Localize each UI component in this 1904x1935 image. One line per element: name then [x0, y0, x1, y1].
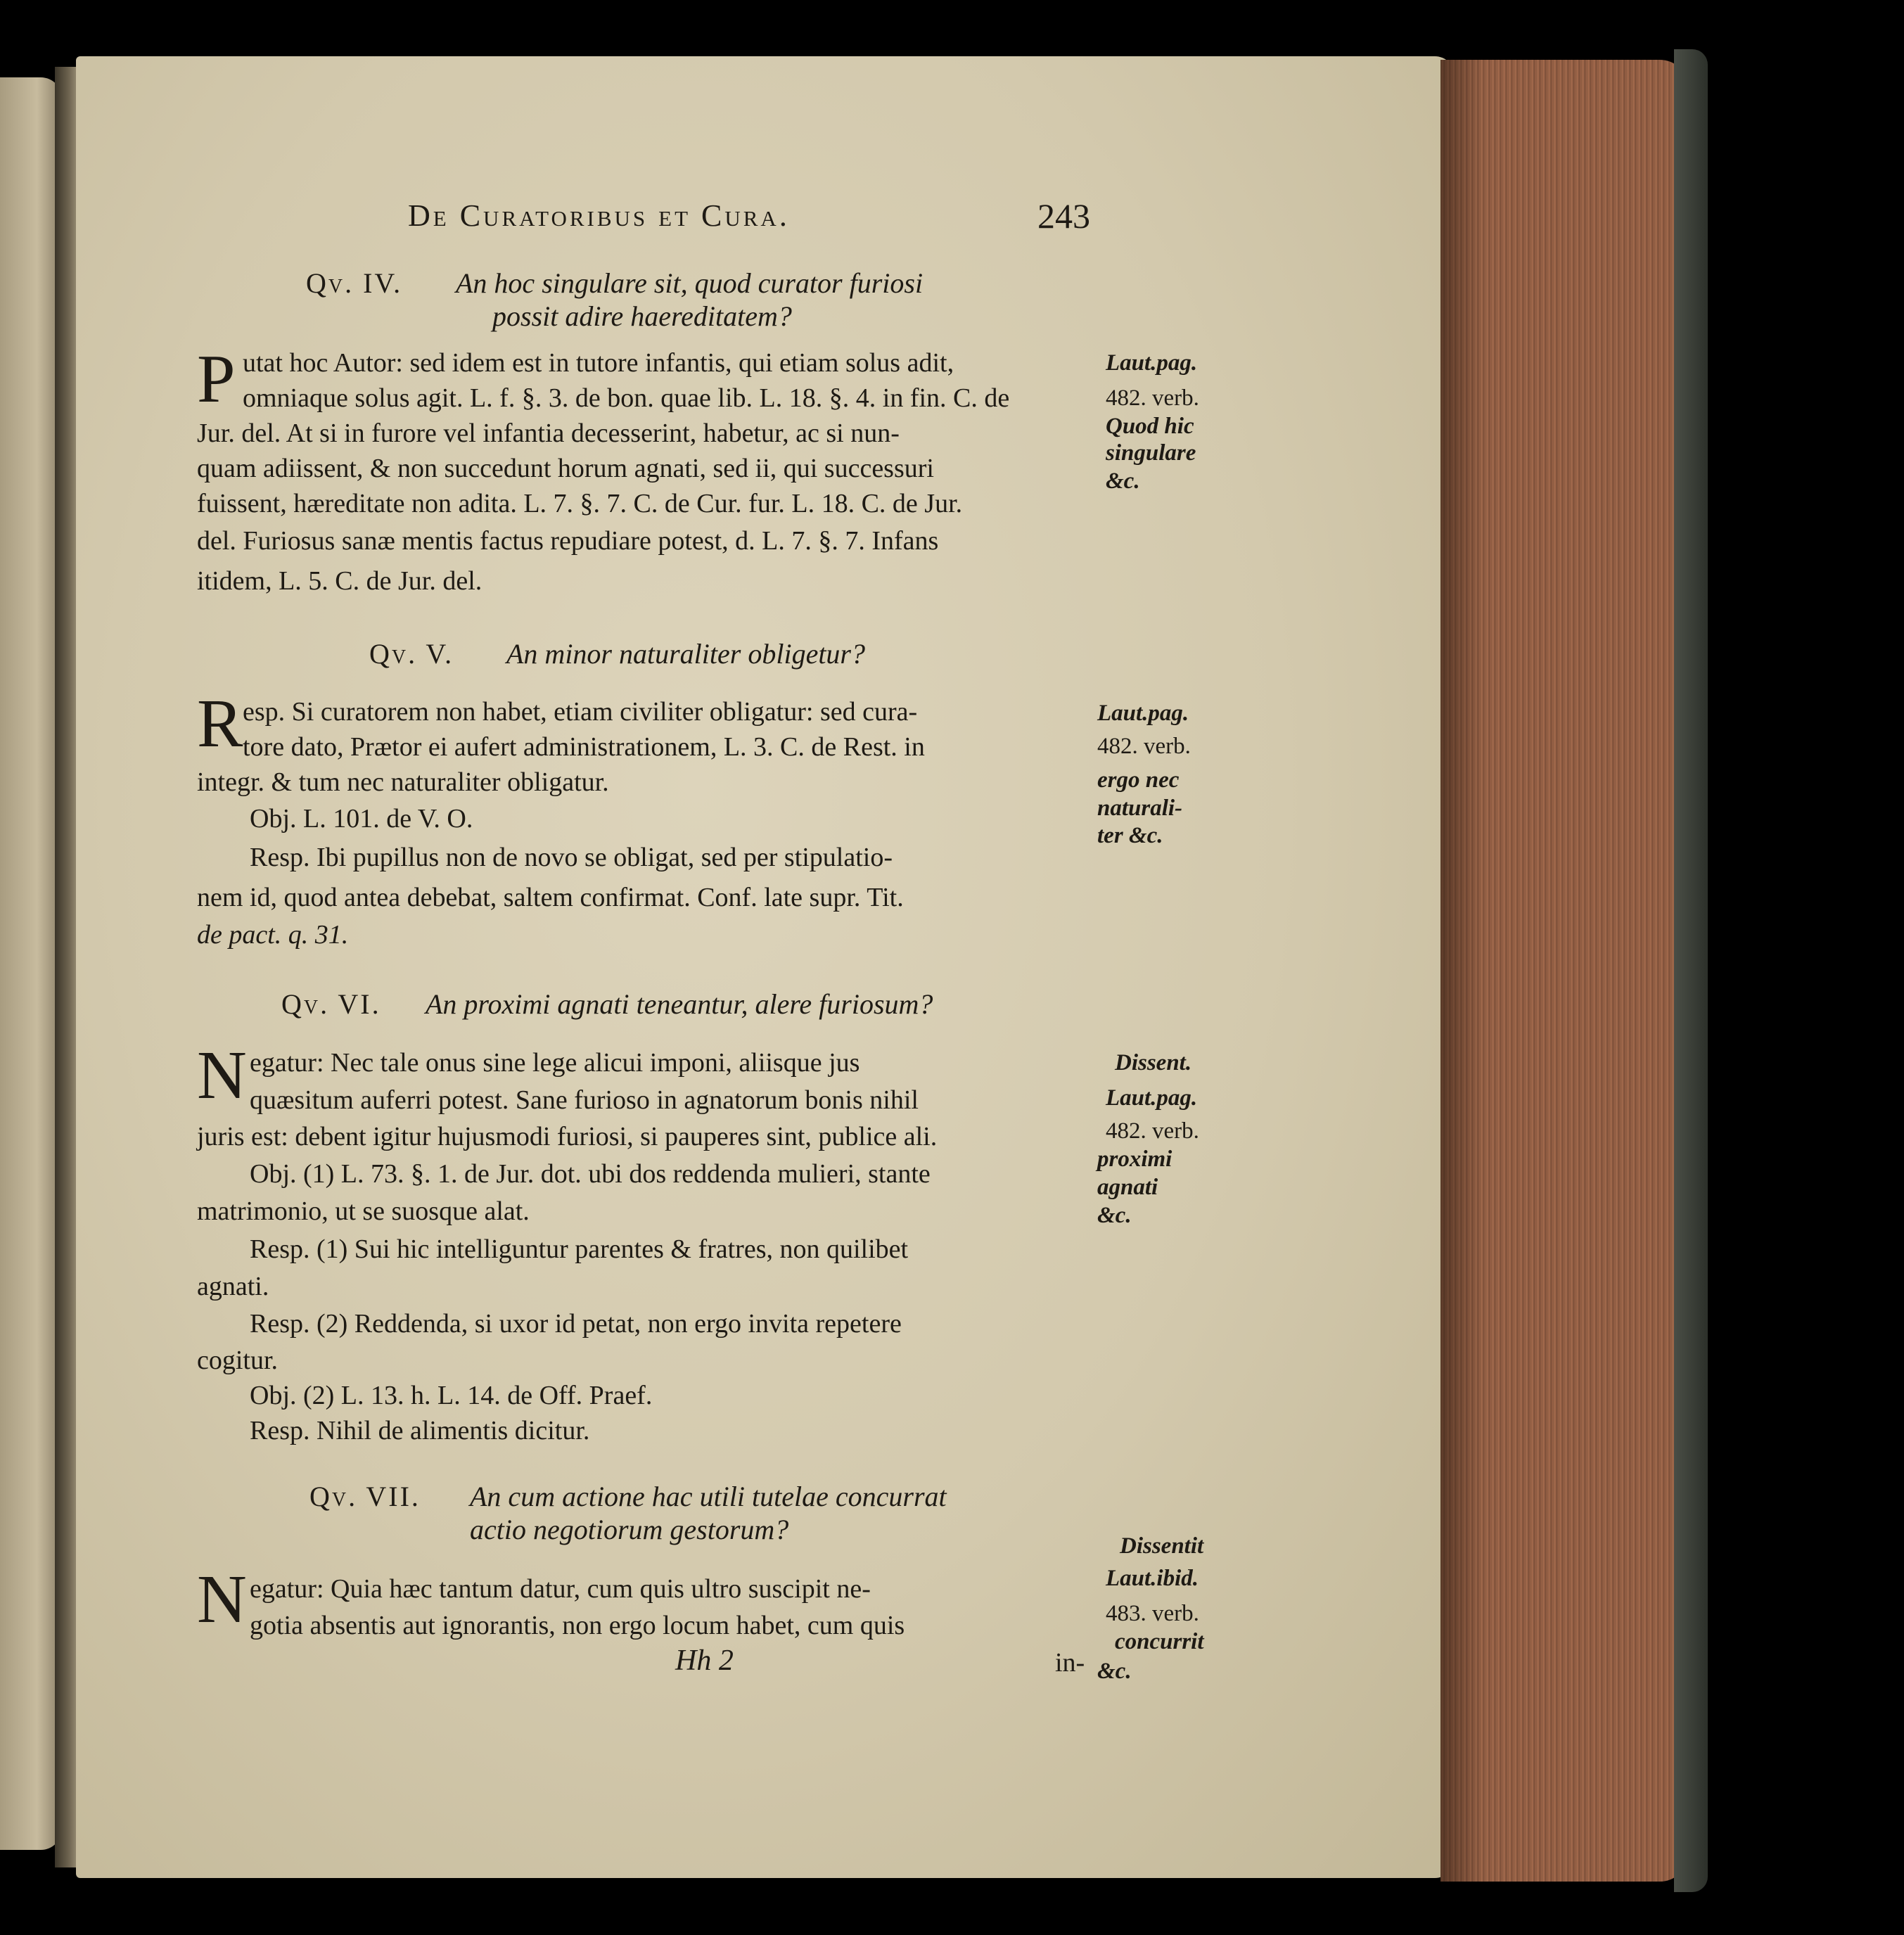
q5-line6: nem id, quod antea debebat, saltem confirmat. Conf. late supr. Tit. — [197, 883, 904, 912]
q4-line6: del. Furiosus sanæ mentis factus repudiare potest, d. L. 7. §. 7. Infans — [197, 526, 939, 556]
q6-line9: cogitur. — [197, 1346, 279, 1375]
page-number: 243 — [1037, 196, 1090, 236]
q5-label: Qv. V. — [369, 638, 454, 670]
q7-margin-2: Laut.ibid. — [1106, 1566, 1199, 1591]
q6-margin-5: agnati — [1097, 1175, 1158, 1200]
q7-title-line1: An cum actione hac utili tutelae concurrat — [470, 1481, 947, 1512]
q4-title-line2: possit adire haereditatem? — [492, 300, 792, 332]
q6-dropcap: N — [197, 1037, 247, 1113]
q6-line2: quæsitum auferri potest. Sane furioso in agnatorum bonis nihil — [250, 1085, 919, 1115]
q7-line1: egatur: Quia hæc tantum datur, cum quis ultro suscipit ne- — [250, 1574, 871, 1604]
q5-margin-2: 482. verb. — [1097, 734, 1191, 759]
running-head: De Curatoribus et Cura. — [408, 198, 790, 233]
q5-margin-4: naturali- — [1097, 796, 1183, 821]
q5-line1: esp. Si curatorem non habet, etiam civiliter obligatur: sed cura- — [243, 697, 918, 727]
catchword: in- — [1055, 1648, 1085, 1678]
q6-line6: Resp. (1) Sui hic intelliguntur parentes & fratres, non quilibet — [250, 1234, 909, 1264]
q5-line4: Obj. L. 101. de V. O. — [250, 804, 473, 834]
q4-line2: omniaque solus agit. L. f. §. 3. de bon. quae lib. L. 18. §. 4. in fin. C. de — [243, 383, 1010, 413]
q7-margin-1: Dissentit — [1120, 1533, 1204, 1559]
signature-mark: Hh 2 — [675, 1645, 734, 1677]
q5-line7: de pact. q. 31. — [197, 920, 349, 950]
q4-margin-3: Quod hic — [1106, 414, 1194, 439]
q6-margin-6: &c. — [1097, 1203, 1132, 1228]
q4-dropcap: P — [197, 341, 236, 417]
q4-margin-5: &c. — [1106, 468, 1140, 494]
q6-line10: Obj. (2) L. 13. h. L. 14. de Off. Praef. — [250, 1381, 653, 1410]
left-page-edge — [0, 77, 62, 1850]
q6-line11: Resp. Nihil de alimentis dicitur. — [250, 1416, 590, 1445]
q5-margin-1: Laut.pag. — [1097, 701, 1189, 726]
q4-label: Qv. IV. — [306, 267, 403, 299]
q4-margin-2: 482. verb. — [1106, 385, 1199, 411]
q4-title-line1: An hoc singulare sit, quod curator furiosi — [456, 267, 924, 299]
q7-line2: gotia absentis aut ignorantis, non ergo locum habet, cum quis — [250, 1611, 905, 1640]
q4-line5: fuissent, hæreditate non adita. L. 7. §. 7. C. de Cur. fur. L. 18. C. de Jur. — [197, 489, 963, 518]
q5-title: An minor naturaliter obligetur? — [506, 638, 865, 670]
q4-line4: quam adiissent, & non succedunt horum agnati, sed ii, qui successuri — [197, 454, 934, 483]
q6-line7: agnati. — [197, 1272, 269, 1301]
q6-margin-4: proximi — [1097, 1147, 1173, 1172]
page-block-shadow — [1440, 60, 1483, 1882]
q7-margin-5: &c. — [1097, 1659, 1132, 1684]
q6-line4: Obj. (1) L. 73. §. 1. de Jur. dot. ubi dos reddenda mulieri, stante — [250, 1159, 931, 1189]
q5-line5: Resp. Ibi pupillus non de novo se obligat, sed per stipulatio- — [250, 843, 893, 872]
book-cover — [1674, 49, 1708, 1892]
q6-line3: juris est: debent igitur hujusmodi furiosi, si pauperes sint, publice ali. — [197, 1122, 938, 1151]
q4-line3: Jur. del. At si in furore vel infantia decesserint, habetur, ac si nun- — [197, 419, 900, 448]
q6-line8: Resp. (2) Reddenda, si uxor id petat, non ergo invita repetere — [250, 1309, 902, 1339]
q7-margin-3: 483. verb. — [1106, 1601, 1199, 1626]
q7-dropcap: N — [197, 1562, 247, 1637]
q6-title: An proximi agnati teneantur, alere furiosum? — [426, 988, 933, 1020]
q5-margin-5: ter &c. — [1097, 823, 1163, 848]
q4-line1: utat hoc Autor: sed idem est in tutore infantis, qui etiam solus adit, — [243, 348, 954, 378]
q5-line2: tore dato, Prætor ei aufert administrationem, L. 3. C. de Rest. in — [243, 732, 925, 762]
q4-line7: itidem, L. 5. C. de Jur. del. — [197, 566, 483, 596]
q4-margin-1: Laut.pag. — [1106, 350, 1198, 376]
q7-title-line2: actio negotiorum gestorum? — [470, 1514, 789, 1545]
q7-label: Qv. VII. — [309, 1481, 421, 1512]
q5-margin-3: ergo nec — [1097, 767, 1180, 793]
q6-line5: matrimonio, ut se suosque alat. — [197, 1196, 530, 1226]
q6-label: Qv. VI. — [281, 988, 381, 1020]
q7-margin-4: concurrit — [1115, 1629, 1204, 1654]
q6-line1: egatur: Nec tale onus sine lege alicui imponi, aliisque jus — [250, 1048, 860, 1078]
q6-margin-1: Dissent. — [1115, 1050, 1192, 1075]
q6-margin-2: Laut.pag. — [1106, 1085, 1198, 1111]
q5-dropcap: R — [197, 686, 243, 762]
q6-margin-3: 482. verb. — [1106, 1118, 1199, 1144]
q4-margin-4: singulare — [1106, 440, 1196, 466]
q5-line3: integr. & tum nec naturaliter obligatur. — [197, 767, 609, 797]
